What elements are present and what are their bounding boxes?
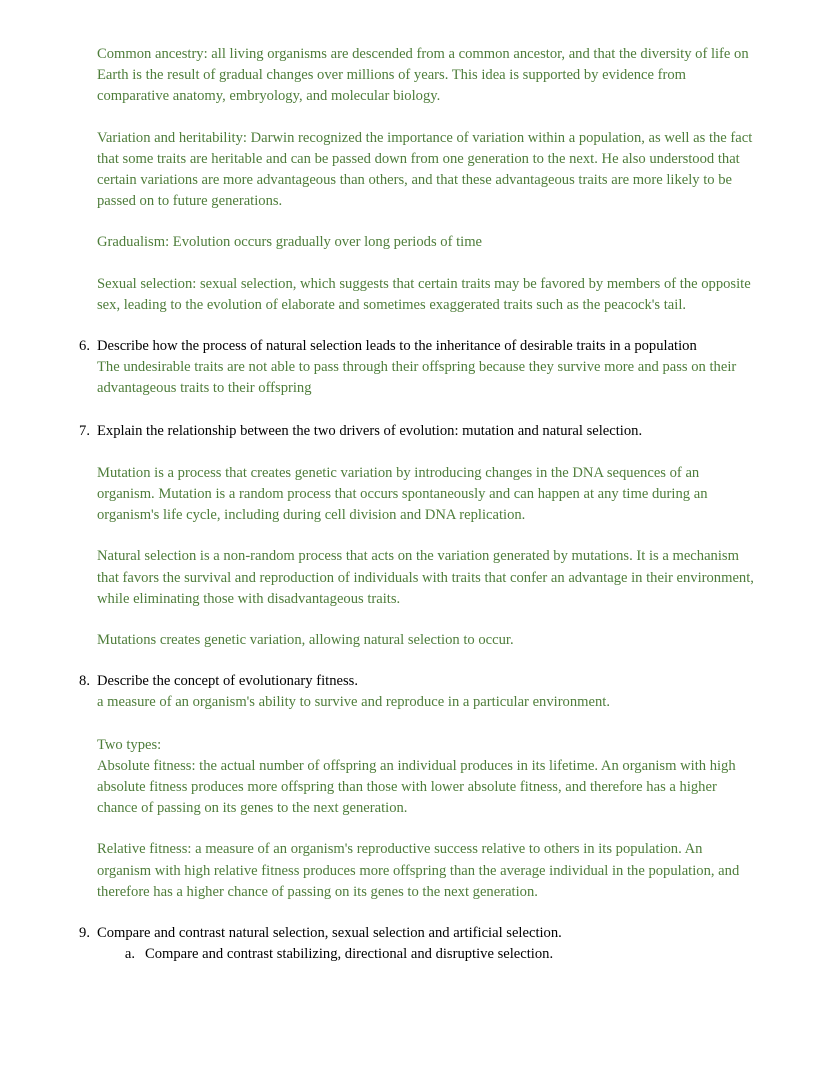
list-item-question-8	[72, 671, 784, 713]
list-marker-6: 6.	[79, 338, 90, 355]
question-8-answer-definition: a measure of an organism's ability to survive and reproduce in a particular environment.	[97, 694, 610, 711]
list-item-question-9	[72, 923, 784, 965]
question-9a-text: Compare and contrast stabilizing, directional and disruptive selection.	[145, 946, 554, 963]
spacer	[72, 400, 784, 421]
question-8-absolute-fitness: Absolute fitness: the actual number of offspring an individual produces in its lifetime. An organism with high absolute fitness produces more offspring than those with lower absolute fitness, and therefore has a higher chance of passing on its genes to the next generation.	[97, 757, 736, 817]
question-8-relative-fitness: Relative fitness: a measure of an organism's reproductive success relative to others in its population. An organism with high relative fitness produces more offspring than the average individual in the population, and therefore has a higher chance of passing on its genes to the next generation.	[97, 841, 740, 900]
document-content	[72, 44, 784, 966]
list-item-question-9a	[97, 944, 784, 965]
question-7-answer-mutation: Mutation is a process that creates genetic variation by introducing changes in the DNA sequences of an organism. Mutation is a random process that occurs spontaneously and can happen at any time during an organism's life cycle, including during cell division and DNA replication.	[97, 464, 708, 524]
question-7-answer-summary: Mutations creates genetic variation, allowing natural selection to occur.	[97, 632, 514, 649]
question-9-text: Compare and contrast natural selection, sexual selection and artificial selection.	[97, 925, 562, 942]
list-marker-9: 9.	[79, 925, 90, 942]
list-item-question-6	[72, 336, 784, 400]
paragraph-variation-and-heritability: Variation and heritability: Darwin recognized the importance of variation within a population, as well as the fact that some traits are heritable and can be passed down from one generation to the next. He also understood that certain variations are more advantageous than others, and that these advantageous traits are more likely to be passed on to future generations.	[97, 129, 753, 210]
list-marker-9a: a.	[124, 946, 135, 963]
question-8-two-types-label: Two types:	[97, 736, 162, 753]
paragraph-common-ancestry: Common ancestry: all living organisms are descended from a common ancestor, and that the diversity of life on Earth is the result of gradual changes over millions of years. This idea is supported by evidence from comparative anatomy, embryology, and molecular biology.	[97, 46, 749, 105]
spacer	[72, 714, 784, 735]
question-7-text: Explain the relationship between the two drivers of evolution: mutation and natural selection.	[97, 422, 643, 439]
question-6-text: Describe how the process of natural selection leads to the inheritance of desirable traits in a population	[97, 338, 697, 355]
list-marker-7: 7.	[79, 422, 90, 439]
paragraph-sexual-selection: Sexual selection: sexual selection, which suggests that certain traits may be favored by members of the opposite sex, leading to the evolution of elaborate and sometimes exaggerated traits such as the peacock's tail.	[97, 275, 751, 313]
paragraph-gradualism: Gradualism: Evolution occurs gradually over long periods of time	[97, 234, 483, 251]
list-marker-8: 8.	[79, 673, 90, 690]
spacer	[72, 442, 784, 463]
list-item-question-7	[72, 421, 784, 442]
question-8-text: Describe the concept of evolutionary fitness.	[97, 673, 358, 690]
question-6-answer: The undesirable traits are not able to pass through their offspring because they survive more and pass on their advantageous traits to their offspring	[97, 359, 737, 397]
question-7-answer-natural-selection: Natural selection is a non-random process that acts on the variation generated by mutations. It is a mechanism that favors the survival and reproduction of individuals with traits that confer an advantage in their environment, while eliminating those with disadvantageous traits.	[97, 548, 754, 607]
